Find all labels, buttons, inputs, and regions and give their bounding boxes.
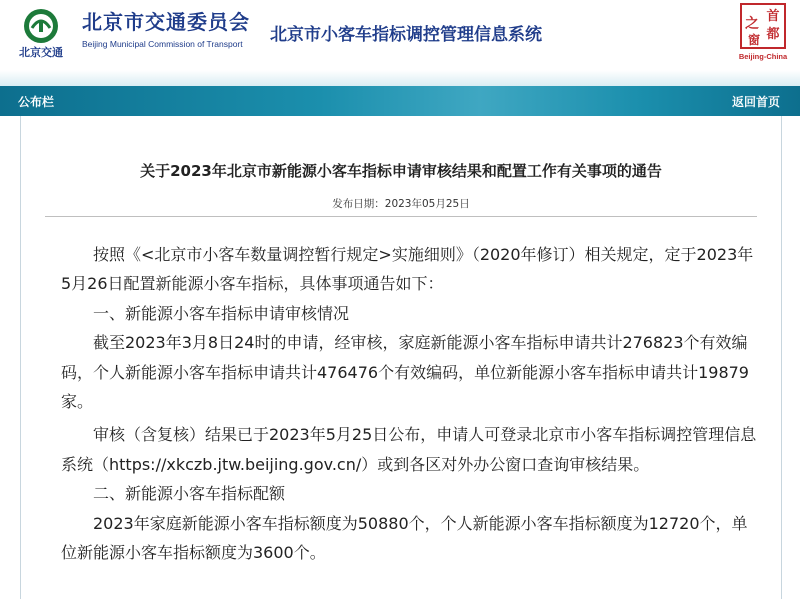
bulletin-board-label: 公布栏 xyxy=(18,95,55,109)
svg-text:窗: 窗 xyxy=(747,33,761,47)
publish-date-label: 发布日期： xyxy=(332,198,385,210)
paragraph-review-results: 审核（含复核）结果已于2023年5月25日公布，申请人可登录北京市小客车指标调控管理信息系统（https://xkczb.jtw.beijing.gov.cn/）或到各区对外办公窗口查询审核结果。 xyxy=(61,425,757,474)
title-divider xyxy=(45,216,757,217)
svg-text:首: 首 xyxy=(766,9,780,24)
publish-date-value: 2023年05月25日 xyxy=(384,198,470,210)
capital-window-seal-icon[interactable] xyxy=(738,2,788,64)
beijing-transport-logo[interactable] xyxy=(10,6,72,64)
svg-text:之: 之 xyxy=(745,16,759,32)
seal-en-text: Beijing-China xyxy=(738,52,788,61)
org-name-en: Beijing Municipal Commission of Transport xyxy=(82,39,243,49)
nav-bar xyxy=(0,86,800,116)
org-name-cn: 北京市交通委员会 xyxy=(82,10,250,34)
svg-text:都: 都 xyxy=(766,27,780,42)
header-gradient-band xyxy=(0,70,800,86)
logo-text: 北京交通 xyxy=(19,46,63,59)
section-heading-1: 一、新能源小客车指标申请审核情况 xyxy=(93,303,350,323)
back-to-home-link[interactable]: 返回首页 xyxy=(731,95,780,109)
notice-body xyxy=(61,240,763,567)
paragraph-review-stats: 截至2023年3月8日24时的申请，经审核，家庭新能源小客车指标申请共计276823个有效编码，个人新能源小客车指标申请共计476476个有效编码，单位新能源小客车指标申请共计19879家。 xyxy=(61,333,749,412)
paragraph-intro: 按照《<北京市小客车数量调控暂行规定>实施细则》（2020年修订）相关规定，定于2023年5月26日配置新能源小客车指标，具体事项通告如下： xyxy=(61,245,754,294)
notice-content xyxy=(20,116,782,599)
section-heading-2: 二、新能源小客车指标配额 xyxy=(93,484,286,504)
notice-title: 关于2023年北京市新能源小客车指标申请审核结果和配置工作有关事项的通告 xyxy=(140,162,662,180)
paragraph-quota: 2023年家庭新能源小客车指标额度为50880个，个人新能源小客车指标额度为12720个，单位新能源小客车指标额度为3600个。 xyxy=(61,513,748,563)
publish-date xyxy=(21,196,781,211)
system-title: 北京市小客车指标调控管理信息系统 xyxy=(270,25,542,45)
site-header xyxy=(0,0,800,70)
org-name-block xyxy=(82,10,250,50)
